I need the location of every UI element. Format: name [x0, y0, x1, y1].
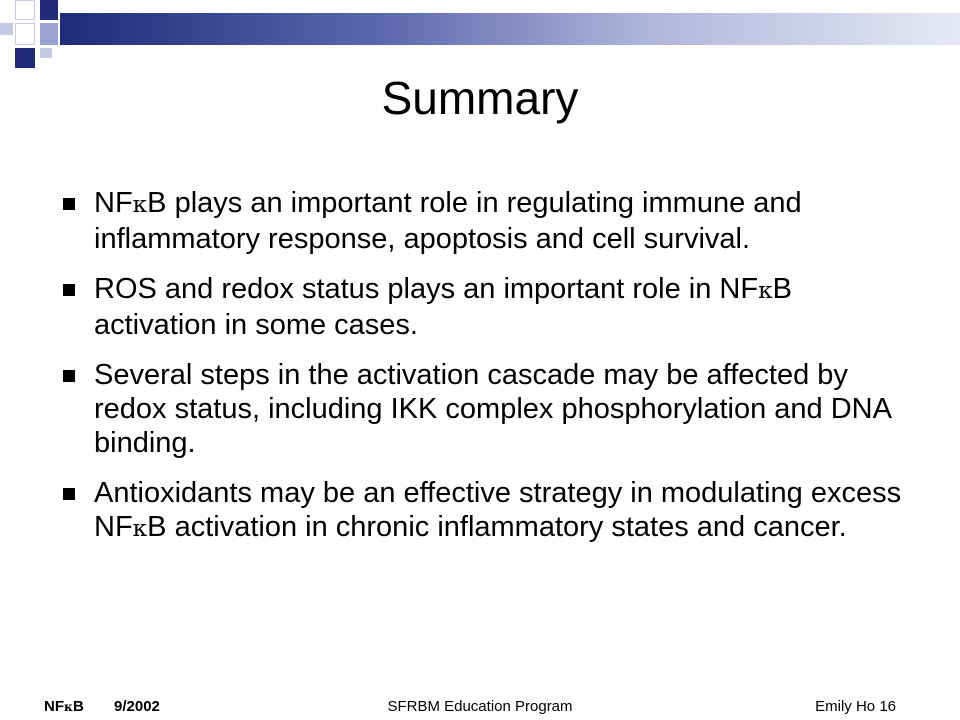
bullet-text: Antioxidants may be an effective strategy in modulating excess NFκB activation in chronic inflammatory states and cancer. — [94, 477, 902, 543]
deco-square-white — [15, 23, 35, 45]
bullet-item — [60, 186, 920, 256]
bullet-text: Several steps in the activation cascade may be affected by redox status, including IKK complex phosphorylation and DNA binding. — [94, 359, 891, 459]
footer-program: SFRBM Education Program — [387, 698, 573, 715]
footer-topic-date: NFκB 9/2002 — [44, 698, 160, 715]
deco-square-navy — [15, 48, 35, 68]
bullet-list — [60, 186, 920, 562]
square-bullet-icon — [63, 198, 75, 210]
bullet-item — [60, 272, 920, 342]
bullet-text: ROS and redox status plays an important role in NFκB activation in some cases. — [94, 273, 792, 341]
slide-title: Summary — [381, 72, 579, 124]
square-bullet-icon — [63, 370, 75, 382]
deco-square-mid — [40, 23, 58, 45]
square-bullet-icon — [63, 488, 75, 500]
bullet-text: NFκB plays an important role in regulating immune and inflammatory response, apoptosis and cell survival. — [94, 187, 802, 255]
footer-date: 9/2002 — [114, 698, 160, 715]
slide-footer — [0, 697, 960, 717]
deco-square-light — [40, 48, 52, 58]
bullet-item — [60, 358, 920, 460]
deco-square-light — [0, 23, 13, 35]
square-bullet-icon — [63, 284, 75, 296]
footer-author-page: Emily Ho 16 — [815, 698, 896, 715]
deco-square-navy — [40, 0, 58, 20]
header-gradient-bar — [60, 13, 960, 45]
deco-square-white — [15, 0, 35, 20]
bullet-item — [60, 476, 920, 546]
